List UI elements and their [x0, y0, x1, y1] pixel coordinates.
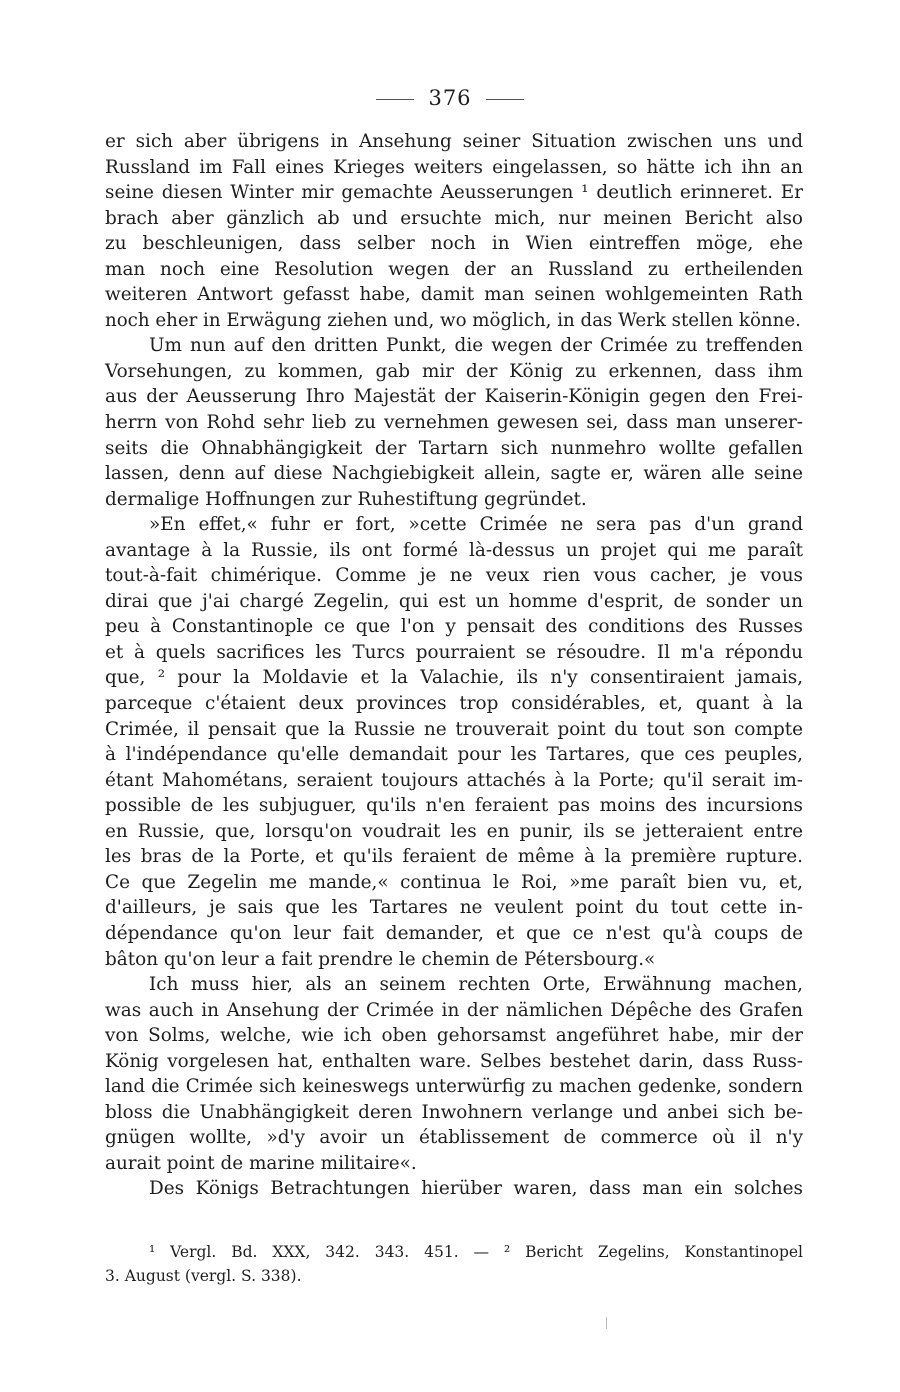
text-line: er sich aber übrigens in Ansehung seiner Situation zwischen uns und: [105, 131, 803, 152]
text-line: man noch eine Resolution wegen der an Russland zu ertheilenden: [105, 258, 803, 280]
text-line: bloss die Unabhängigkeit deren Inwohnern verlange und anbei sich be-: [105, 1101, 803, 1123]
footnotes: [105, 1240, 803, 1288]
text-line: bâton qu'on leur a fait prendre le chemin de Pétersbourg.«: [105, 948, 656, 970]
text-line: seits die Ohnabhängigkeit der Tartarn sich nunmehro wollte gefallen: [105, 437, 803, 459]
text-line: parceque c'étaient deux provinces trop considérables, et, quant à la: [105, 693, 803, 715]
text-line: gnügen wollte, »d'y avoir un établissement de commerce où il n'y: [105, 1127, 803, 1149]
text-line: tout-à-fait chimérique. Comme je ne veux rien vous cacher, je vous: [105, 565, 803, 587]
text-line: Crimée, il pensait que la Russie ne trouverait point du tout son compte: [105, 718, 803, 740]
text-line: lassen, denn auf diese Nachgiebigkeit allein, sagte er, wären alle seine: [105, 463, 803, 485]
text-line: »En effet,« fuhr er fort, »cette Crimée ne sera pas d'un grand: [149, 514, 803, 536]
text-line: was auch in Ansehung der Crimée in der nämlichen Dépêche des Grafen: [105, 999, 803, 1021]
text-line: herrn von Rohd sehr lieb zu vernehmen gewesen sei, dass man unserer-: [105, 412, 803, 434]
text-line: König vorgelesen hat, enthalten ware. Selbes bestehet darin, dass Russ-: [105, 1050, 803, 1072]
text-line: possible de les subjuguer, qu'ils n'en feraient pas moins des incursions: [105, 795, 803, 817]
text-line: seine diesen Winter mir gemachte Aeusserungen ¹ deutlich erinneret. Er: [105, 182, 803, 204]
text-line: Ce que Zegelin me mande,« continua le Roi, »me paraît bien vu, et,: [105, 871, 803, 893]
text-line: dirai que j'ai chargé Zegelin, qui est un homme d'esprit, de sonder un: [105, 590, 803, 612]
text-line: que, ² pour la Moldavie et la Valachie, ils n'y consentiraient jamais,: [105, 667, 803, 689]
page-number: 376: [428, 86, 472, 110]
text-line: dermalige Hoffnungen zur Ruhestiftung gegründet.: [105, 488, 587, 510]
text-line: et à quels sacrifices les Turcs pourraient se résoudre. Il m'a répondu: [105, 641, 803, 663]
text-line: brach aber gänzlich ab und ersuchte mich, nur meinen Bericht also: [105, 207, 803, 229]
text-line: Des Königs Betrachtungen hierüber waren, dass man ein solches: [149, 1178, 803, 1200]
text-line: zu beschleunigen, dass selber noch in Wien eintreffen möge, ehe: [105, 233, 803, 255]
body-text: [105, 129, 803, 1202]
header-dash-left: [376, 99, 414, 100]
text-line: Ich muss hier, als an seinem rechten Orte, Erwähnung machen,: [149, 974, 803, 996]
text-line: les bras de la Porte, et qu'ils feraient de même à la première rupture.: [105, 846, 803, 868]
text-line: land die Crimée sich keineswegs unterwürfig zu machen gedenke, sondern: [105, 1076, 803, 1098]
text-line: en Russie, que, lorsqu'on voudrait les en punir, ils se jetteraient entre: [105, 820, 803, 842]
text-line: Um nun auf den dritten Punkt, die wegen der Crimée zu treffenden: [149, 335, 803, 357]
footnote-line: 3. August (vergl. S. 338).: [105, 1267, 302, 1285]
text-line: weiteren Antwort gefasst habe, damit man seinen wohlgemeinten Rath: [105, 284, 803, 306]
text-line: dépendance qu'on leur fait demander, et que ce n'est qu'à coups de: [105, 922, 803, 944]
text-line: aurait point de marine militaire«.: [105, 1152, 417, 1174]
text-line: Russland im Fall eines Krieges weiters eingelassen, so hätte ich ihn an: [105, 156, 803, 178]
page-mark: [606, 1317, 607, 1329]
page-header: [0, 86, 900, 110]
text-line: à l'indépendance qu'elle demandait pour les Tartares, que ces peuples,: [105, 744, 803, 766]
text-line: avantage à la Russie, ils ont formé là-dessus un projet qui me paraît: [105, 539, 803, 561]
footnote-line: ¹ Vergl. Bd. XXX, 342. 343. 451. — ² Bericht Zegelins, Konstantinopel: [149, 1243, 803, 1261]
text-line: von Solms, welche, wie ich oben gehorsamst angeführet habe, mir der: [105, 1025, 803, 1047]
text-line: aus der Aeusserung Ihro Majestät der Kaiserin-Königin gegen den Frei-: [105, 386, 803, 408]
header-dash-right: [486, 99, 524, 100]
text-line: étant Mahométans, seraient toujours attachés à la Porte; qu'il serait im-: [105, 769, 803, 791]
text-line: noch eher in Erwägung ziehen und, wo möglich, in das Werk stellen könne.: [105, 309, 801, 331]
text-line: peu à Constantinople ce que l'on y pensait des conditions des Russes: [105, 616, 803, 638]
text-line: Vorsehungen, zu kommen, gab mir der König zu erkennen, dass ihm: [105, 360, 803, 382]
text-line: d'ailleurs, je sais que les Tartares ne veulent point du tout cette in-: [105, 897, 803, 919]
